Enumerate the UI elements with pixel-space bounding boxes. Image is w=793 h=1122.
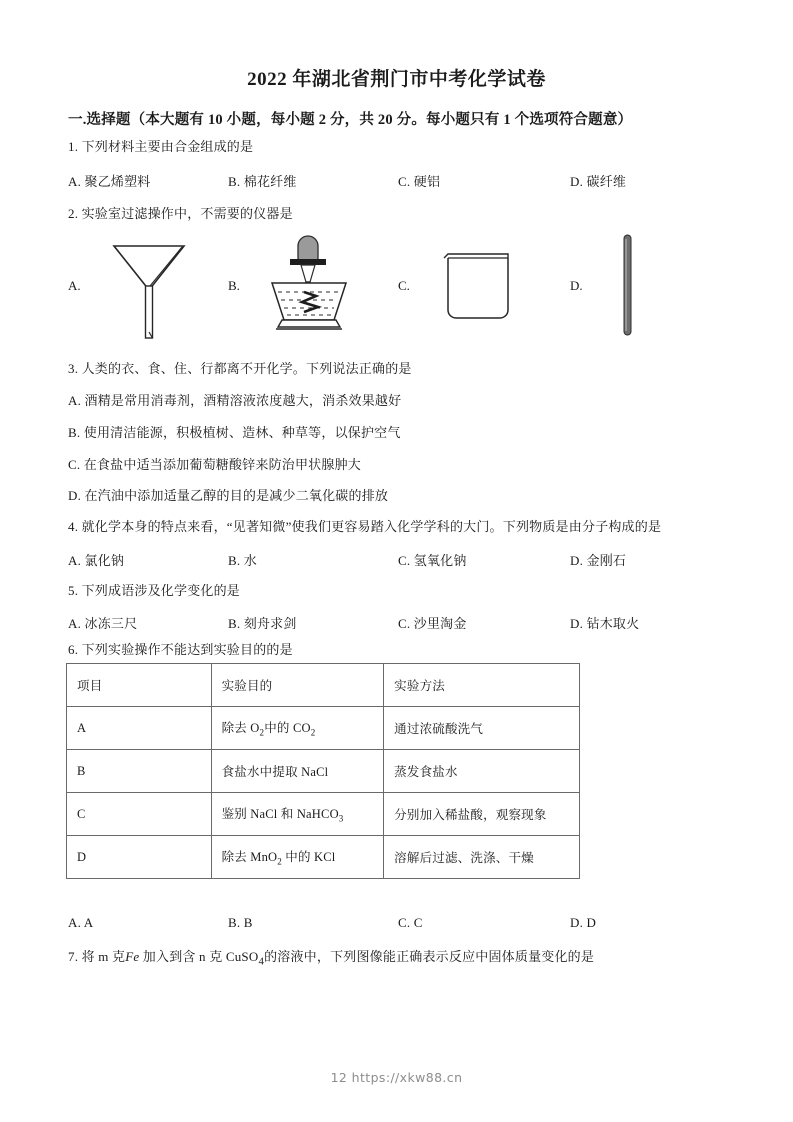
beaker-icon: [424, 228, 534, 343]
row-c-goal: [211, 793, 384, 836]
question-4-options: [0, 550, 793, 570]
question-3-option-a[interactable]: A. 酒精是常用消毒剂，酒精溶液浓度越大，消杀效果越好: [68, 393, 402, 408]
funnel-icon: [94, 228, 204, 343]
footer-watermark: 12 https://xkw88.cn: [330, 1070, 463, 1085]
dropper-over-dish-icon: [254, 228, 364, 343]
question-3-stem: 3. 人类的衣、食、住、行都离不开化学。下列说法正确的是: [68, 361, 412, 376]
option-6-d[interactable]: D. D: [570, 915, 597, 930]
question-3-option-d[interactable]: D. 在汽油中添加适量乙醇的目的是减少二氧化碳的排放: [68, 488, 389, 503]
row-c-goal-pre: 鉴别 NaCl 和 NaHCO: [221, 807, 339, 822]
row-c-item: C: [67, 793, 212, 836]
option-1-c[interactable]: C. 硬铝: [398, 174, 441, 189]
question-1-stem: 1. 下列材料主要由合金组成的是: [68, 139, 254, 154]
question-3-option-c[interactable]: C. 在食盐中适当添加葡萄糖酸锌来防治甲状腺肿大: [68, 457, 361, 472]
glass-rod-icon: [596, 228, 706, 343]
question-2-stem: 2. 实验室过滤操作中，不需要的仪器是: [68, 206, 293, 221]
question-7-subscript: 4: [258, 955, 265, 968]
row-a-item: A: [67, 707, 212, 750]
experiment-table: [66, 663, 580, 879]
question-7-part-3: 的溶液中，下列图像能正确表示反应中固体质量变化的是: [264, 949, 595, 964]
apparatus-option-d[interactable]: [570, 228, 740, 343]
option-5-d[interactable]: D. 钻木取火: [570, 616, 640, 631]
row-b-item: B: [67, 750, 212, 793]
option-4-a[interactable]: A. 氯化钠: [68, 553, 125, 568]
table-header-item: 项目: [67, 664, 212, 707]
question-7-part-1: 7. 将 m 克: [68, 949, 126, 964]
row-a-goal-mid: 中的 CO: [264, 721, 311, 736]
apparatus-option-c[interactable]: [398, 228, 568, 343]
apparatus-label-c: C.: [398, 278, 410, 293]
page-title: 2022 年湖北省荆门市中考化学试卷: [247, 69, 546, 90]
question-7-part-2: 加入到含 n 克 CuSO: [139, 949, 259, 964]
row-d-method: 溶解后过滤、洗涤、干燥: [384, 836, 580, 879]
option-6-b[interactable]: B. B: [228, 915, 253, 930]
option-6-a[interactable]: A. A: [68, 915, 94, 930]
apparatus-label-a: A.: [68, 278, 81, 293]
row-d-goal-sub1: 2: [277, 856, 282, 867]
question-6-stem: 6. 下列实验操作不能达到实验目的的是: [68, 642, 293, 657]
option-1-b[interactable]: B. 棉花纤维: [228, 174, 297, 189]
table-header-method: 实验方法: [384, 664, 580, 707]
table-row: [67, 750, 580, 793]
question-5-stem: 5. 下列成语涉及化学变化的是: [68, 583, 241, 598]
row-d-item: D: [67, 836, 212, 879]
apparatus-option-b[interactable]: [228, 228, 398, 343]
row-b-goal: 食盐水中提取 NaCl: [211, 750, 384, 793]
option-1-a[interactable]: A. 聚乙烯塑料: [68, 174, 151, 189]
question-2-apparatus-row: [0, 228, 793, 343]
row-a-method: 通过浓硫酸洗气: [384, 707, 580, 750]
row-c-method: 分别加入稀盐酸，观察现象: [384, 793, 580, 836]
option-4-b[interactable]: B. 水: [228, 553, 257, 568]
question-1-options: [0, 171, 793, 191]
question-7-stem: [68, 948, 758, 971]
question-3-option-b[interactable]: B. 使用清洁能源，积极植树、造林、种草等，以保护空气: [68, 425, 401, 440]
option-6-c[interactable]: C. C: [398, 915, 423, 930]
table-header-row: [67, 664, 580, 707]
section-heading: 一.选择题（本大题有 10 小题，每小题 2 分，共 20 分。每小题只有 1 个选项符合题意）: [68, 112, 633, 128]
row-c-goal-sub1: 3: [338, 813, 344, 824]
row-b-method: 蒸发食盐水: [384, 750, 580, 793]
option-1-d[interactable]: D. 碳纤维: [570, 174, 627, 189]
option-5-a[interactable]: A. 冰冻三尺: [68, 616, 138, 631]
row-a-goal-sub1: 2: [259, 727, 265, 738]
option-5-b[interactable]: B. 刻舟求剑: [228, 616, 297, 631]
table-row: [67, 707, 580, 750]
option-4-c[interactable]: C. 氢氧化钠: [398, 553, 467, 568]
apparatus-label-d: D.: [570, 278, 583, 293]
question-7-symbol-fe: Fe: [125, 949, 140, 964]
row-d-goal: [211, 836, 384, 879]
question-6-options: [0, 915, 793, 935]
table-row: [67, 836, 580, 879]
row-a-goal-sub2: 2: [310, 727, 316, 738]
row-d-goal-mid: 中的 KCl: [281, 850, 336, 865]
row-a-goal-pre: 除去 O: [221, 721, 260, 736]
apparatus-option-a[interactable]: [68, 228, 228, 343]
option-5-c[interactable]: C. 沙里淘金: [398, 616, 467, 631]
table-row: [67, 793, 580, 836]
question-4-stem: 4. 就化学本身的特点来看，“见著知微”使我们更容易踏入化学学科的大门。下列物质是由分子构成的是: [68, 519, 662, 534]
option-4-d[interactable]: D. 金刚石: [570, 553, 627, 568]
row-a-goal: [211, 707, 384, 750]
row-d-goal-pre: 除去 MnO: [221, 850, 278, 865]
question-5-options: [0, 613, 793, 633]
apparatus-label-b: B.: [228, 278, 240, 293]
table-header-goal: 实验目的: [211, 664, 384, 707]
